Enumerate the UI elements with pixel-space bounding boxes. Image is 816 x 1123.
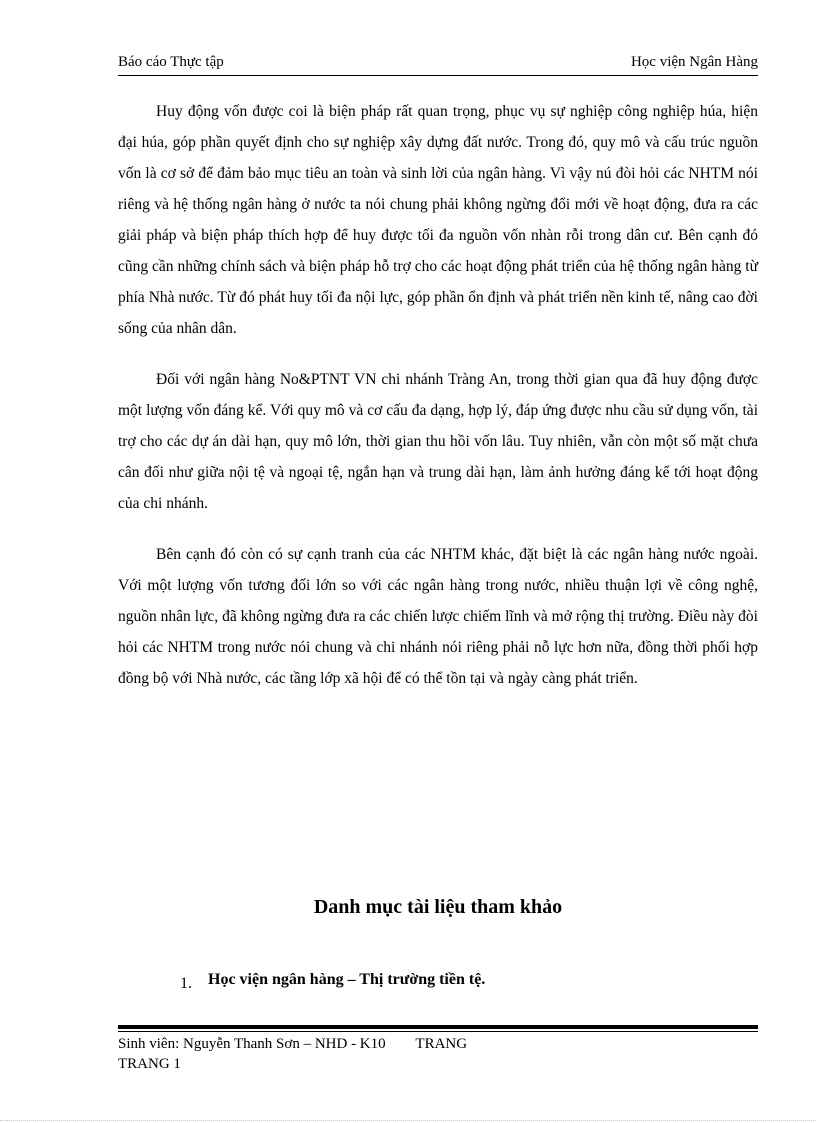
- page-bottom-edge: [0, 1120, 816, 1121]
- reference-number: 1.: [180, 975, 192, 992]
- paragraph-3: Bên cạnh đó còn có sự cạnh tranh của các NHTM khác, đặt biệt là các ngân hàng nước ngoài. Với một lượng vốn tương đối lớn so với các ngân hàng trong nước, nhiều thuận lợi về công nghệ, nguồn nhân lực, đã không ngừng đưa ra các chiến lược chiếm lĩnh và mở rộng thị trường. Điều này đòi hỏi các NHTM trong nước nói chung và chi nhánh nói riêng phải nỗ lực hơn nữa, đồng thời phối hợp đồng bộ với Nhà nước, các tầng lớp xã hội để có thể tồn tại và ngày càng phát triển.: [118, 546, 758, 687]
- reference-item: [180, 971, 486, 992]
- references-title: Danh mục tài liệu tham khảo: [313, 896, 563, 918]
- page-header: [118, 54, 758, 74]
- footer-divider-thick: [118, 1025, 758, 1029]
- reference-text: Học viện ngân hàng – Thị trường tiền tệ.: [208, 971, 486, 988]
- footer-page-label: TRANG: [415, 1036, 468, 1052]
- header-institution: Học viện Ngân Hàng: [630, 54, 758, 70]
- paragraph-2: Đối với ngân hàng No&PTNT VN chi nhánh Tràng An, trong thời gian qua đã huy động được một lượng vốn đáng kể. Với quy mô và cơ cấu đa dạng, hợp lý, đáp ứng được nhu cầu sử dụng vốn, tài trợ cho các dự án dài hạn, quy mô lớn, thời gian thu hồi vốn lâu. Tuy nhiên, vẫn còn một số mặt chưa cân đối như giữa nội tệ và ngoại tệ, ngắn hạn và trung dài hạn, làm ảnh hưởng đáng kể tới hoạt động của chi nhánh.: [118, 371, 758, 512]
- header-divider: [118, 75, 758, 76]
- footer-student-info: Sinh viên: Nguyễn Thanh Sơn – NHD - K10: [118, 1036, 386, 1052]
- footer-page-number: TRANG 1: [118, 1056, 181, 1072]
- paragraph-1: Huy động vốn được coi là biện pháp rất quan trọng, phục vụ sự nghiệp công nghiệp húa, hiện đại húa, góp phần quyết định cho sự nghiệp xây dựng đất nước. Trong đó, quy mô và cấu trúc nguồn vốn là cơ sở để đảm bảo mục tiêu an toàn và sinh lời của ngân hàng. Vì vậy nú đòi hỏi các NHTM nói riêng và hệ thống ngân hàng ở nước ta nói chung phải không ngừng đổi mới về hoạt động, đưa ra các giải pháp và biện pháp thích hợp để huy được tối đa nguồn vốn nhàn rỗi trong dân cư. Bên cạnh đó cũng cần những chính sách và biện pháp hỗ trợ cho các hoạt động phát triển của hệ thống ngân hàng từ phía Nhà nước. Từ đó phát huy tối đa nội lực, góp phần ổn định và phát triển nền kinh tế, nâng cao đời sống của nhân dân.: [118, 103, 758, 337]
- header-report-title: Báo cáo Thực tập: [118, 54, 224, 70]
- page-footer: [118, 1034, 518, 1074]
- footer-divider-thin: [118, 1031, 758, 1032]
- document-body: [118, 96, 758, 714]
